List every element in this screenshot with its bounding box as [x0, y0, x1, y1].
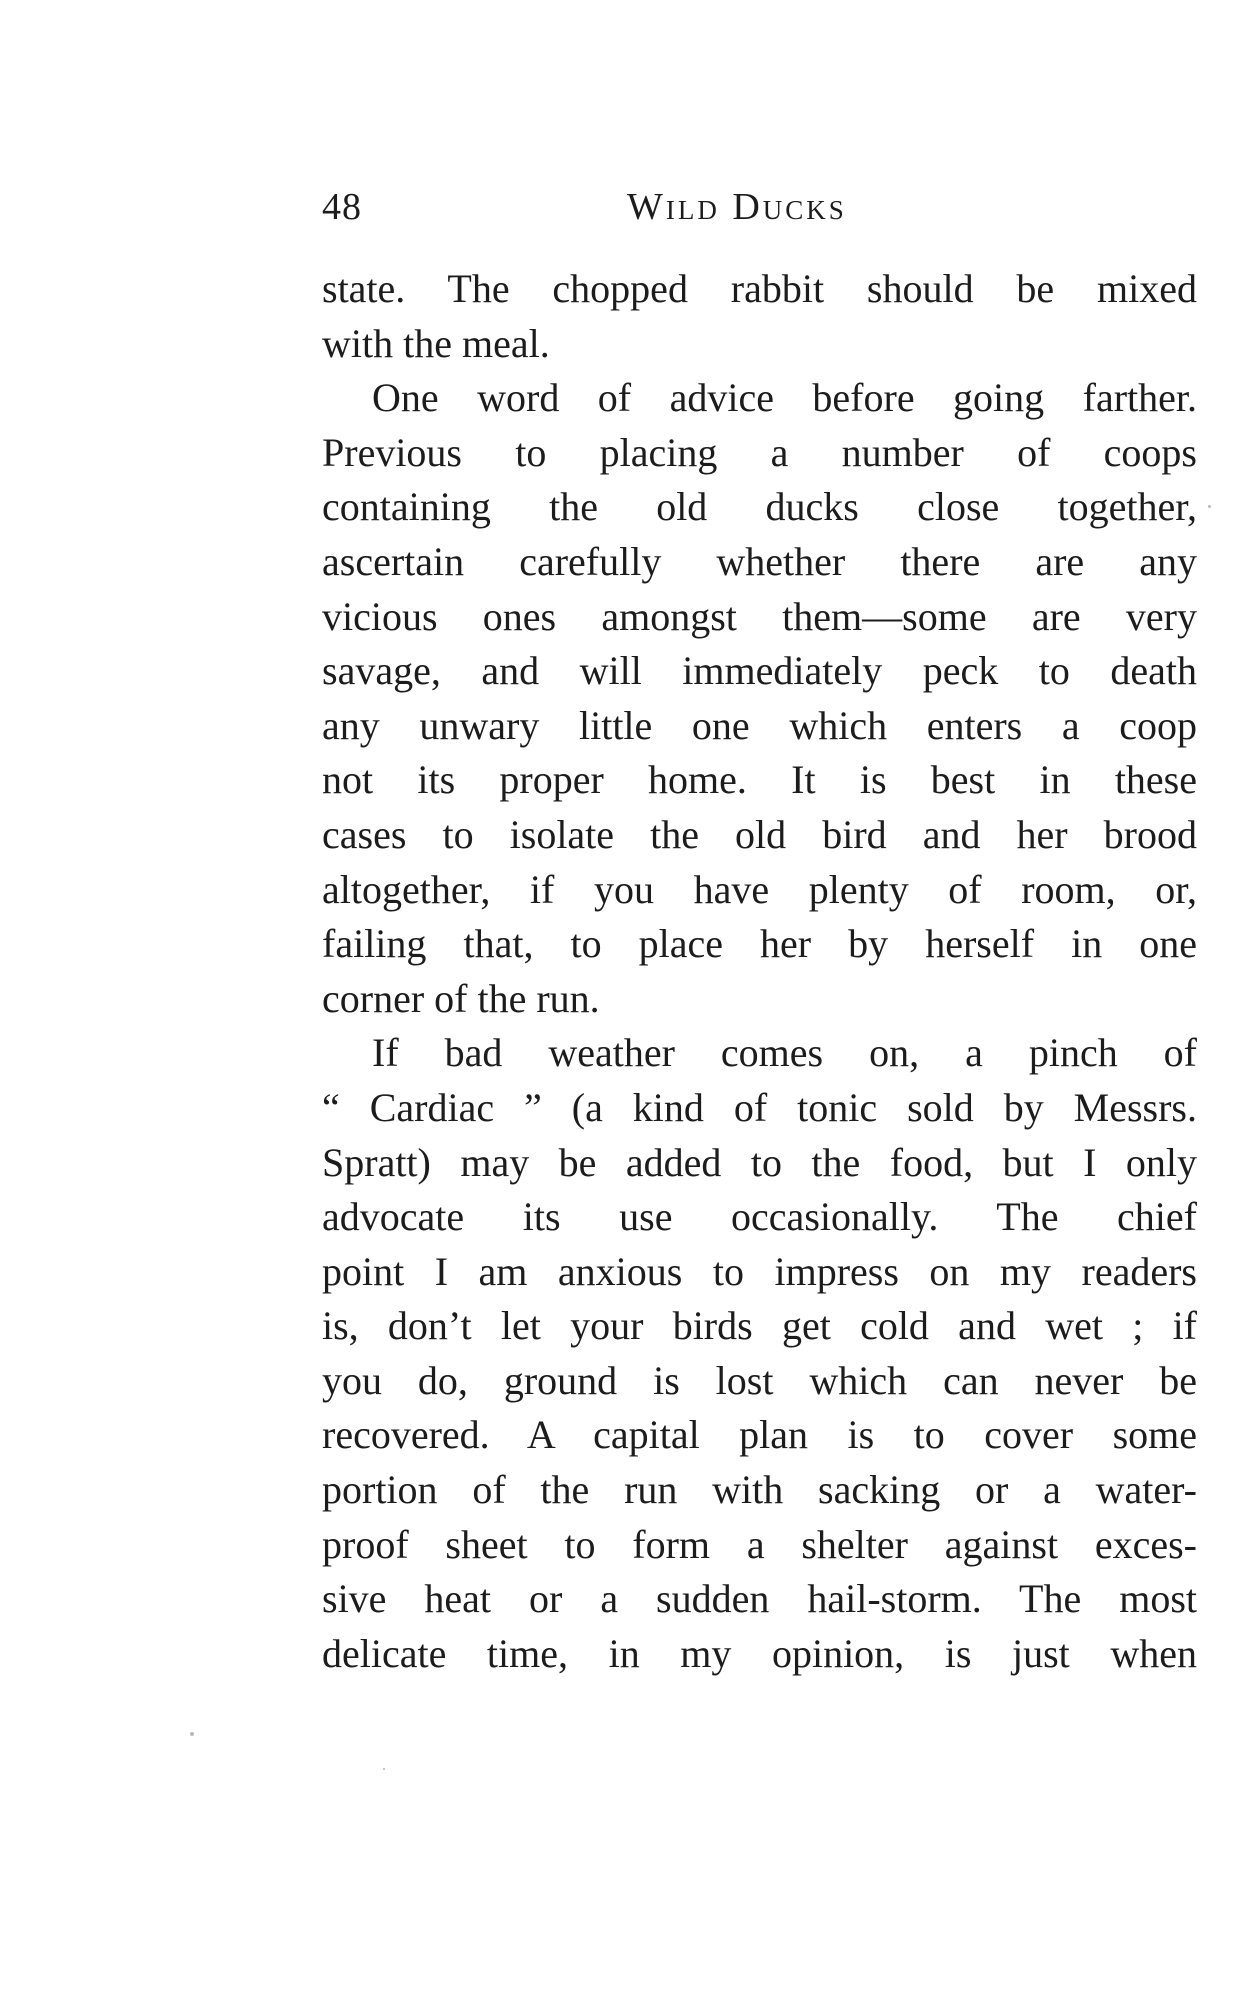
- text-line: recovered. A capital plan is to cover some: [322, 1412, 1197, 1458]
- page-number: 48: [322, 186, 362, 228]
- paper-speck: [383, 1768, 385, 1770]
- text-line: not its proper home. It is best in these: [322, 757, 1197, 803]
- text-line: point I am anxious to impress on my readers: [322, 1248, 1197, 1294]
- text-line: cases to isolate the old bird and her brood: [322, 811, 1197, 857]
- text-line: corner of the run.: [322, 975, 600, 1021]
- text-line: proof sheet to form a shelter against exces-: [322, 1521, 1197, 1567]
- text-line: vicious ones amongst them—some are very: [322, 593, 1197, 639]
- text-line: advocate its use occasionally. The chief: [322, 1194, 1197, 1240]
- text-line: with the meal.: [322, 320, 550, 366]
- text-line: “ Cardiac ” (a kind of tonic sold by Messrs.: [322, 1084, 1197, 1130]
- text-line: state. The chopped rabbit should be mixed: [322, 266, 1197, 311]
- text-line: any unwary little one which enters a coop: [322, 702, 1197, 748]
- paper-speck: [190, 1732, 194, 1736]
- text-line: ascertain carefully whether there are any: [322, 538, 1197, 584]
- running-head: Wild Ducks: [627, 186, 847, 228]
- text-line: failing that, to place her by herself in one: [322, 921, 1197, 967]
- text-line: altogether, if you have plenty of room, or,: [322, 866, 1197, 912]
- text-line: you do, ground is lost which can never be: [322, 1357, 1197, 1403]
- text-line: If bad weather comes on, a pinch of: [372, 1030, 1197, 1076]
- text-line: containing the old ducks close together,: [322, 484, 1197, 530]
- text-line: savage, and will immediately peck to death: [322, 648, 1197, 694]
- paper-speck: [1208, 505, 1211, 508]
- text-line: portion of the run with sacking or a water-: [322, 1467, 1197, 1513]
- text-line: One word of advice before going farther.: [372, 375, 1197, 421]
- body-text: [322, 262, 1197, 1681]
- text-line: Previous to placing a number of coops: [322, 429, 1197, 475]
- text-line: Spratt) may be added to the food, but I only: [322, 1139, 1197, 1185]
- text-line: delicate time, in my opinion, is just when: [322, 1630, 1197, 1676]
- page-header: [322, 185, 1197, 233]
- text-line: sive heat or a sudden hail-storm. The most: [322, 1576, 1197, 1622]
- text-line: is, don’t let your birds get cold and wet ; if: [322, 1303, 1197, 1349]
